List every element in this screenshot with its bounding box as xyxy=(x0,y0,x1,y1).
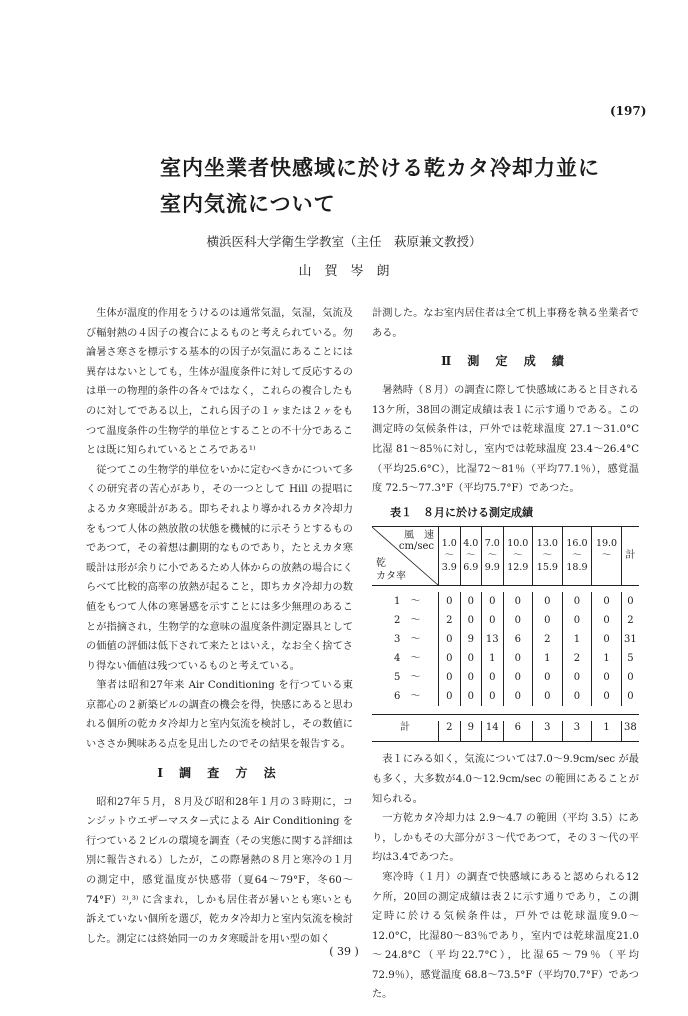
col-header-range: 1.0 ～ 3.9 xyxy=(439,527,461,586)
table-cell: 0 xyxy=(439,630,461,649)
row-label: 2 ～ xyxy=(372,611,439,630)
table-row xyxy=(372,592,639,611)
table-cell: 0 xyxy=(503,592,533,611)
col-header-range: 16.0 ～ 18.9 xyxy=(562,527,592,586)
table-cell: 31 xyxy=(624,634,637,646)
table-total-row xyxy=(372,721,639,741)
table-cell: 0 xyxy=(460,592,482,611)
col-header-range: 4.0 ～ 6.9 xyxy=(460,527,482,586)
table-cell: 0 xyxy=(482,592,504,611)
table-cell: 38 xyxy=(624,722,637,734)
row-label: 5 ～ xyxy=(372,668,439,687)
paragraph-intro-2: 従つてこの生物学的単位をいかに定むべきかについて多くの研究者の苦心があり，その一つとして Hill の提唱によるカタ寒暖計がある。即ちそれより導かれるカタ冷却力をもつて人体の熱放散の状態を機械的に示そうとするものであつて，その着想は劃期的なものであり，たとえカタ寒暖計は形が余りに小であるため人体からの放熱の場合にくらべて比較的高率の放熱が起ること，即ちカタ冷却力の数値をもつて人体の寒暑感を示すことには多少無理のあることが指摘され，生物学的な意味の温度条件測定器具としての価値の評価は低下されて来たとはいえ，なお全く捨てさり得ない価値は残つているものと考えている。 xyxy=(86,464,353,672)
table-cell: 1 xyxy=(592,721,622,741)
table-cell: 0 xyxy=(503,611,533,630)
table-cell: 0 xyxy=(439,649,461,668)
col-header-range: 7.0 ～ 9.9 xyxy=(482,527,504,586)
table-cell: 6 xyxy=(503,721,533,741)
table-cell: 9 xyxy=(460,630,482,649)
table-cell: 1 xyxy=(592,649,622,668)
paragraph-methods-cont: 計測した。なお室内居住者は全て机上事務を執る坐業者である。 xyxy=(372,308,639,339)
table-cell: 2 xyxy=(439,611,461,630)
header-kan: 乾 xyxy=(376,558,386,570)
table-caption: 表１ ８月に於ける測定成績 xyxy=(390,505,533,519)
footer-page-number: ( 39 ) xyxy=(329,945,359,958)
right-column xyxy=(372,304,639,1005)
table-cell: 3 xyxy=(533,721,563,741)
table-cell: 0 xyxy=(533,611,563,630)
table-corner-header xyxy=(372,527,439,586)
table-cell: 0 xyxy=(439,668,461,687)
table-cell: 0 xyxy=(482,611,504,630)
table-cell: 6 xyxy=(503,630,533,649)
table-cell: 0 xyxy=(627,596,634,608)
table-cell: 0 xyxy=(562,668,592,687)
table-cell: 0 xyxy=(503,649,533,668)
table-cell: 13 xyxy=(482,630,504,649)
table-cell: 0 xyxy=(592,687,622,706)
title-line-1: 室内坐業者快感域に於ける乾カタ冷却力並に xyxy=(160,155,600,180)
table-cell: 0 xyxy=(460,668,482,687)
header-rate: カタ率 xyxy=(376,571,406,583)
table-cell: 3 xyxy=(562,721,592,741)
table-cell: 1 xyxy=(562,630,592,649)
table-cell: 2 xyxy=(439,721,461,741)
paragraph-intro-1: 生体が温度的作用をうけるのは通常気温，気湿，気流及び輻射熱の４因子の複合によるものと考えられている。勿論暑さ寒さを標示する基本的の因子が気温にあることには異存はないとしても，生体が温度条件に対して反応するのは単一の物理的条件の各々ではなく，これらの複合したものに対してである以上，これら因子の１ヶまたは２ヶをもつて温度条件の生物学的単位とすることの不十分であることは既に知られているところである¹⁾ xyxy=(86,308,353,457)
row-label: 3 ～ xyxy=(372,630,439,649)
table-cell: 0 xyxy=(533,668,563,687)
table-cell: 0 xyxy=(627,672,634,684)
table-cell: 0 xyxy=(562,687,592,706)
table-cell: 14 xyxy=(482,721,504,741)
paragraph-results-2: 表１にみる如く，気流については7.0～9.9cm/sec が最も多く，大多数が4.0～12.9cm/sec の範囲にあることが知られる。 xyxy=(372,754,639,805)
table-cell: 1 xyxy=(533,649,563,668)
table-cell: 1 xyxy=(482,649,504,668)
col-header-range: 13.0 ～ 15.9 xyxy=(533,527,563,586)
table-row xyxy=(372,668,639,687)
table-row xyxy=(372,687,639,706)
table-cell: 0 xyxy=(592,592,622,611)
table-cell: 0 xyxy=(482,687,504,706)
table-cell: 0 xyxy=(533,592,563,611)
header-wind: 風 速 xyxy=(404,530,434,542)
table-cell: 0 xyxy=(439,687,461,706)
table-cell: 0 xyxy=(503,687,533,706)
table-cell: 0 xyxy=(562,611,592,630)
row-label: 6 ～ xyxy=(372,687,439,706)
total-row-label: 計 xyxy=(372,721,439,741)
col-header-range: 19.0 ～ xyxy=(592,527,622,586)
table-row xyxy=(372,649,639,668)
section-heading-methods: Ⅰ 調 査 方 法 xyxy=(157,765,282,780)
title-line-2: 室内気流について xyxy=(160,191,336,216)
table-body xyxy=(372,592,639,706)
row-label: 1 ～ xyxy=(372,592,439,611)
section-heading-results: Ⅱ 測 定 成 績 xyxy=(441,354,570,369)
paragraph-results-4: 寒冷時（１月）の調査で快感域にあると認められる12ケ所，20回の測定成績は表２に示す通りであり，この測定時に於ける気候条件は，戸外では乾球温度9.0～12.0°C，比湿80～83％であり，室内では乾球温度21.0～24.8°C（平均22.7°C），比湿65～79％（平均72.9％），感覚温度 68.8～73.5°F（平均70.7°F）であつた。 xyxy=(372,871,639,1001)
table-cell: 0 xyxy=(460,687,482,706)
row-label: 4 ～ xyxy=(372,649,439,668)
table-cell: 0 xyxy=(439,592,461,611)
col-header-range: 10.0 ～ 12.9 xyxy=(503,527,533,586)
table-cell: 0 xyxy=(562,592,592,611)
header-page-number: (197) xyxy=(610,104,647,118)
table-cell: 0 xyxy=(533,687,563,706)
affiliation: 横浜医科大学衛生学教室（主任 萩原兼文教授） xyxy=(206,234,482,249)
table-cell: 0 xyxy=(460,649,482,668)
table-cell: 5 xyxy=(627,653,634,665)
table-row xyxy=(372,611,639,630)
table-cell: 0 xyxy=(592,630,622,649)
paragraph-results-1: 暑熱時（８月）の調査に際して快感域にあると目される13ケ所，38回の測定成績は表１に示す通りである。この測定時の気候条件は，戸外では乾球温度 27.1～31.0°C 比湿 81～85％に対し，室内では乾球温度 23.4～26.4°C（平均25.6°C），比湿72～81％（平均77.1％），感覚温度 72.5～77.3°F（平均75.7°F）であつた。 xyxy=(372,385,639,495)
header-unit: cm/sec xyxy=(398,541,434,553)
author-name: 山 賀 岑 朗 xyxy=(298,264,390,279)
table-cell: 0 xyxy=(592,611,622,630)
col-header-total: 計 xyxy=(621,527,639,586)
paragraph-methods: 昭和27年５月，８月及び昭和28年１月の３時期に，コンジットウエザーマスター式による Air Conditioning を行つている２ビルの環境を調査（その実態に関する詳細は別に報告される）したが，この際暑熱の８月と寒冷の１月の測定中，感覚温度が快感帯（夏64～79°F，冬60～74°F）²⁾,³⁾ に含まれ，しかも居住者が暑いとも寒いとも訴えていない個所を選び，乾カタ冷却力と室内気流を検討した。測定には終始同一のカタ寒暖計を用い型の如く xyxy=(86,796,353,945)
paragraph-results-3: 一方乾カタ冷却力は 2.9～4.7 の範囲（平均 3.5）にあり，しかもその大部分が３～代であつて，その３～代の平均は3.4であつた。 xyxy=(372,813,639,864)
table-cell: 2 xyxy=(627,615,634,627)
paper-title xyxy=(160,150,600,222)
table-cell: 2 xyxy=(562,649,592,668)
table-cell: 0 xyxy=(460,611,482,630)
results-table xyxy=(372,526,639,742)
table-row xyxy=(372,630,639,649)
table-cell: 0 xyxy=(503,668,533,687)
table-cell: 0 xyxy=(592,668,622,687)
left-column xyxy=(86,304,353,949)
table-cell: 0 xyxy=(627,691,634,703)
table-cell: 0 xyxy=(482,668,504,687)
paragraph-intro-3: 筆者は昭和27年来 Air Conditioning を行つている東京都心の２新築ビルの調査の機会を得，快感にあると思われる個所の乾カタ冷却力と室内気流を検討し，その数値にいささか興味ある点を見出したのでその結果を報告する。 xyxy=(86,680,353,751)
table-cell: 9 xyxy=(460,721,482,741)
table-cell: 2 xyxy=(533,630,563,649)
